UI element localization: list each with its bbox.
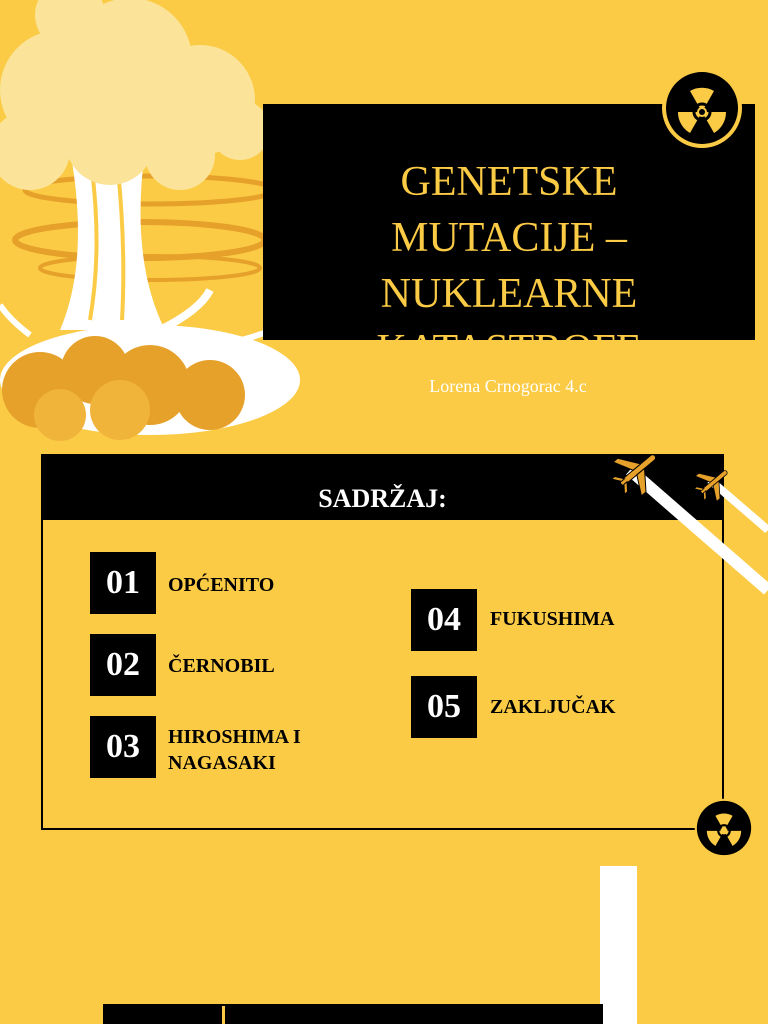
item-number-04: 04 (411, 589, 477, 651)
decorative-bar-divider (222, 1006, 225, 1024)
item-number-05: 05 (411, 676, 477, 738)
decorative-white-bar (600, 866, 637, 1024)
author-name: Lorena Crnogorac 4.c (429, 376, 587, 396)
radiation-icon (660, 66, 744, 150)
item-number-03: 03 (90, 716, 156, 778)
item-label-04: FUKUSHIMA (490, 608, 615, 630)
item-number-02: 02 (90, 634, 156, 696)
page-title (263, 154, 755, 378)
item-label-02: ČERNOBIL (168, 655, 275, 677)
radiation-icon (694, 798, 754, 858)
mushroom-cloud-illustration (0, 0, 290, 440)
item-number-01: 01 (90, 552, 156, 614)
item-label-05: ZAKLJUČAK (490, 696, 616, 718)
title-line-2: MUTACIJE – (391, 215, 627, 261)
item-label-03: HIROSHIMA I NAGASAKI (168, 726, 301, 774)
title-line-3: NUKLEARNE (380, 271, 638, 317)
decorative-black-bar (103, 1004, 603, 1024)
title-line-4: KATASTROFE (376, 327, 642, 373)
contents-heading: SADRŽAJ: (318, 484, 447, 513)
airplane-icon (600, 440, 768, 620)
title-line-1: GENETSKE (400, 159, 618, 205)
item-label-01: OPĆENITO (168, 574, 275, 596)
